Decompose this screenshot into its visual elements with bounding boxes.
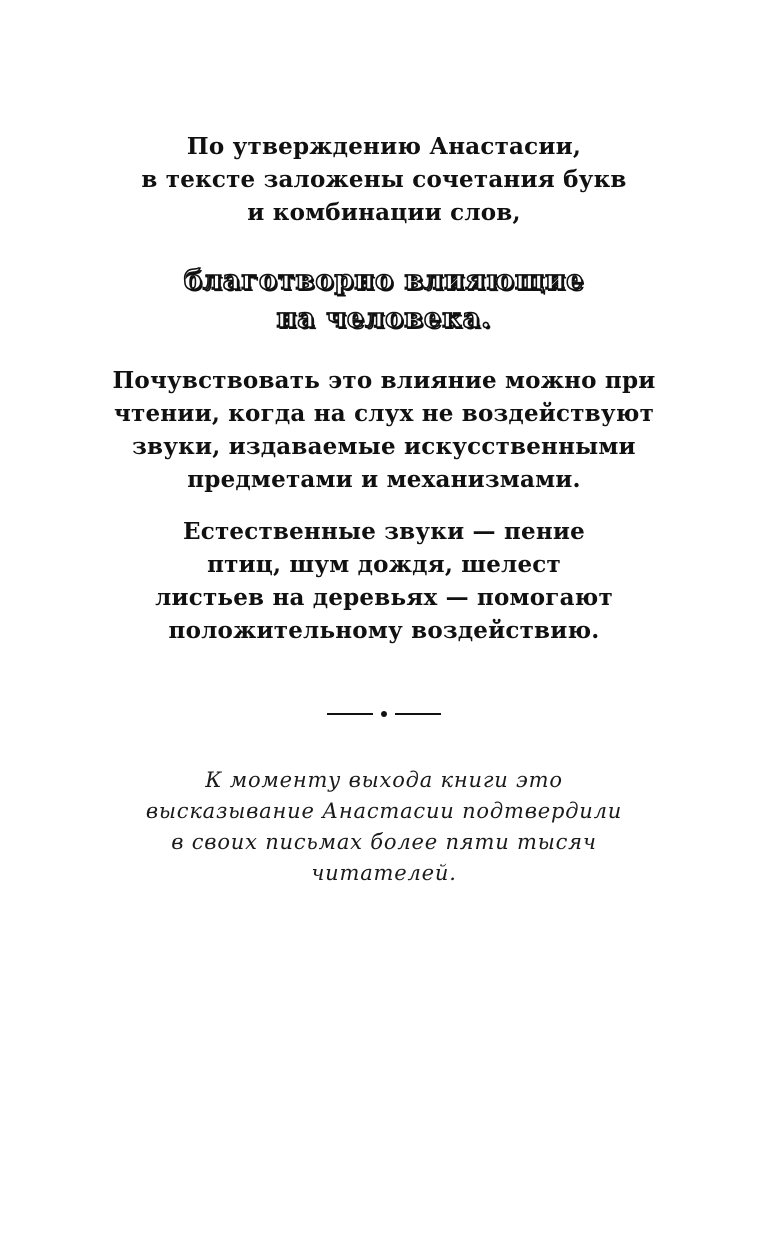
intro-line: и комбинации слов, — [247, 199, 521, 226]
paragraph-reading — [0, 364, 768, 496]
paragraph-line: Почувствовать это влияние можно при — [112, 367, 656, 394]
divider-rule-left — [327, 713, 373, 715]
intro-line: в тексте заложены сочетания букв — [141, 166, 627, 193]
note-line: читателей. — [311, 861, 457, 885]
note-line: К моменту выхода книги это — [205, 768, 563, 792]
intro-text — [0, 130, 768, 229]
paragraph-natural-sounds — [0, 515, 768, 647]
paragraph-line: чтении, когда на слух не воздействуют — [113, 400, 655, 427]
paragraph-line: положительному воздействию. — [168, 617, 600, 644]
divider-rule-right — [395, 713, 441, 715]
section-divider — [0, 702, 768, 726]
paragraph-line: звуки, издаваемые искусственными — [132, 433, 636, 460]
emphasis-line: благотворно влияющие — [183, 265, 585, 296]
intro-line: По утверждению Анастасии, — [186, 133, 582, 160]
note-line: в своих письмах более пяти тысяч — [171, 830, 597, 854]
paragraph-line: птиц, шум дождя, шелест — [207, 551, 561, 578]
divider-dot-icon — [381, 711, 387, 717]
paragraph-line: листьев на деревьях — помогают — [155, 584, 613, 611]
paragraph-line: предметами и механизмами. — [187, 466, 581, 493]
emphasis-heading — [0, 262, 768, 338]
note-line: высказывание Анастасии подтвердили — [145, 799, 623, 823]
emphasis-line: на человека. — [276, 303, 492, 334]
paragraph-line: Естественные звуки — пение — [183, 518, 585, 545]
footnote-text — [0, 765, 768, 889]
